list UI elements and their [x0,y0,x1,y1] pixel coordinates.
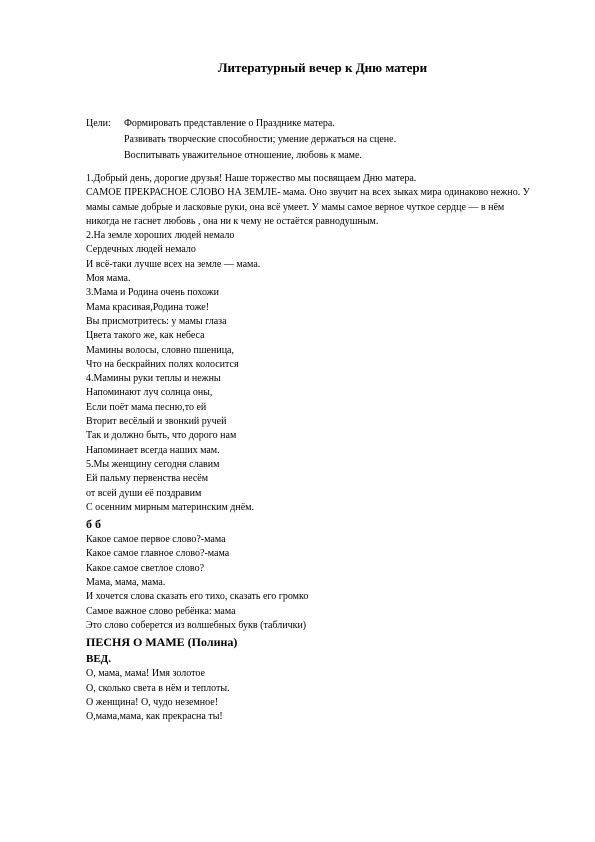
verse-line: С осенним мирным материнским днём. [86,501,255,513]
verse-line: 2.На земле хороших людей немало [86,230,235,242]
question-line: Мама, мама, мама. [86,577,166,589]
question-line: Самое важное слово ребёнка: мама [86,605,236,617]
verse-line: Если поёт мама песню,то ей [86,401,207,413]
verse-line: Ей пальму первенства несём [86,473,209,485]
question-line: Какое самое первое слово?-мама [86,534,226,546]
goals-label: Цели: [86,118,111,129]
ved-label: ВЕД. [86,653,111,666]
verse-line: Моя мама. [86,273,131,285]
question-line: И хочется слова сказать его тихо, сказать его громко [86,591,309,603]
goals-row [86,132,396,148]
closing-line: О, мама, мама! Имя золотое [86,668,205,680]
verse-line: 3.Мама и Родина очень похожи [86,287,219,299]
verse-line: от всей души её поздравим [86,487,202,499]
verse-line: Мама красивая,Родина тоже! [86,301,210,313]
goals-row [86,148,396,164]
verse-line: Сердечных людей немало [86,244,196,256]
question-line: Это слово соберется из волшебных букв (таблички) [86,619,307,631]
verse-line: 4.Мамины руки теплы и нежны [86,373,221,385]
verse-line: Напоминают луч солнца оны, [86,387,213,399]
closing-line: О,мама,мама, как прекрасна ты! [86,711,223,723]
song-heading: ПЕСНЯ О МАМЕ (Полина) [86,635,238,650]
document-body [86,172,536,724]
question-line: Какое самое главное слово?-мама [86,548,230,560]
verse-line: Мамины волосы, словно пшеница, [86,344,234,356]
verse-line: Вы присмотритесь: у мамы глаза [86,315,227,327]
goals-row [86,116,396,132]
verse-line: Напоминает всегда наших мам. [86,444,220,456]
question-line: Какое самое светлое слово? [86,562,205,574]
section-heading-bb: б б [86,517,101,532]
verse-line: Цвета такого же, как небеса [86,330,205,342]
intro-paragraph: САМОЕ ПРЕКРАСНОЕ СЛОВО НА ЗЕМЛЕ- мама. Оно звучит на всех зыках мира одинаково нежно. У мамы самые добрые и ласковые руки, она всё умеет. У мамы самое верное чуткое сердце — в нём никогда не гаснет любовь , она ни к чему не остаётся равнодушным. [86,187,530,227]
goals-block [86,116,396,164]
closing-line: О, сколько света в нём и теплоты. [86,682,230,694]
closing-line: О женщина! О, чудо неземное! [86,696,219,708]
verse-line: Что на бескрайних полях колосится [86,358,239,370]
goal-item: Формировать представление о Празднике матера. [124,118,335,129]
intro-line: 1.Добрый день, дорогие друзья! Наше торжество мы посвящаем Дню матера. [86,173,417,184]
verse-line: И всё-таки лучше всех на земле — мама. [86,258,261,270]
page-title: Литературный вечер к Дню матери [217,60,428,75]
verse-line: Вторит весёлый и звонкий ручей [86,416,227,428]
verse-line: Так и должно быть, что дорого нам [86,430,237,442]
goal-item: Воспитывать уважительное отношение, любовь к маме. [124,150,362,161]
goal-item: Развивать творческие способности; умение держаться на сцене. [124,134,397,145]
verse-line: 5.Мы женщину сегодня славим [86,458,220,470]
